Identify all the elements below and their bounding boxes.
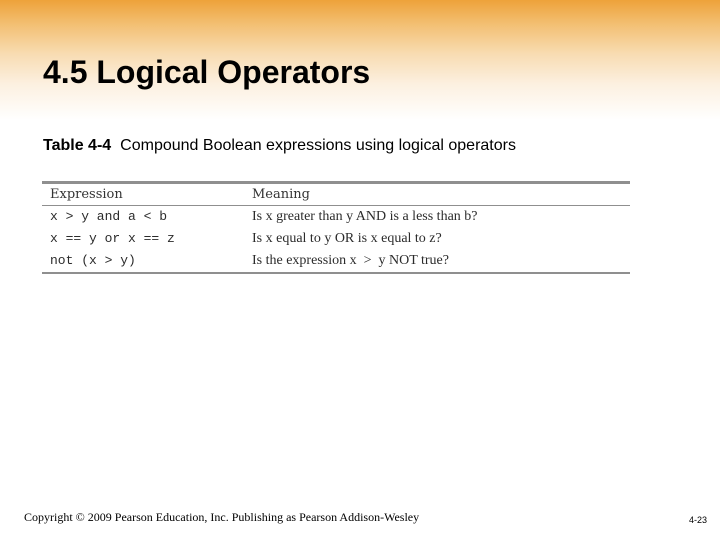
expression-cell: x > y and a < b <box>50 209 168 224</box>
table-header-row <box>42 184 630 205</box>
meaning-cell: Is x equal to y OR is x equal to z? <box>252 231 442 246</box>
meaning-cell: Is x greater than y AND is a less than b? <box>252 209 478 224</box>
slide-title: 4.5 Logical Operators <box>43 54 371 90</box>
table-caption-label: Table 4-4 <box>43 137 112 154</box>
page-number: 4-23 <box>688 515 707 525</box>
logical-operators-table <box>42 181 630 274</box>
expression-cell: x == y or x == z <box>50 231 175 246</box>
column-header-meaning: Meaning <box>252 187 310 202</box>
meaning-cell: Is the expression x > y NOT true? <box>252 253 449 268</box>
table-row <box>42 228 630 250</box>
copyright-notice: Copyright © 2009 Pearson Education, Inc. Publishing as Pearson Addison-Wesley <box>24 510 420 524</box>
table-row <box>42 206 630 228</box>
table-caption-text: Compound Boolean expressions using logical operators <box>120 137 516 154</box>
table-caption <box>43 137 516 155</box>
column-header-expression: Expression <box>50 187 123 202</box>
table-row <box>42 250 630 272</box>
table-bottom-rule <box>42 272 630 274</box>
expression-cell: not (x > y) <box>50 253 136 268</box>
